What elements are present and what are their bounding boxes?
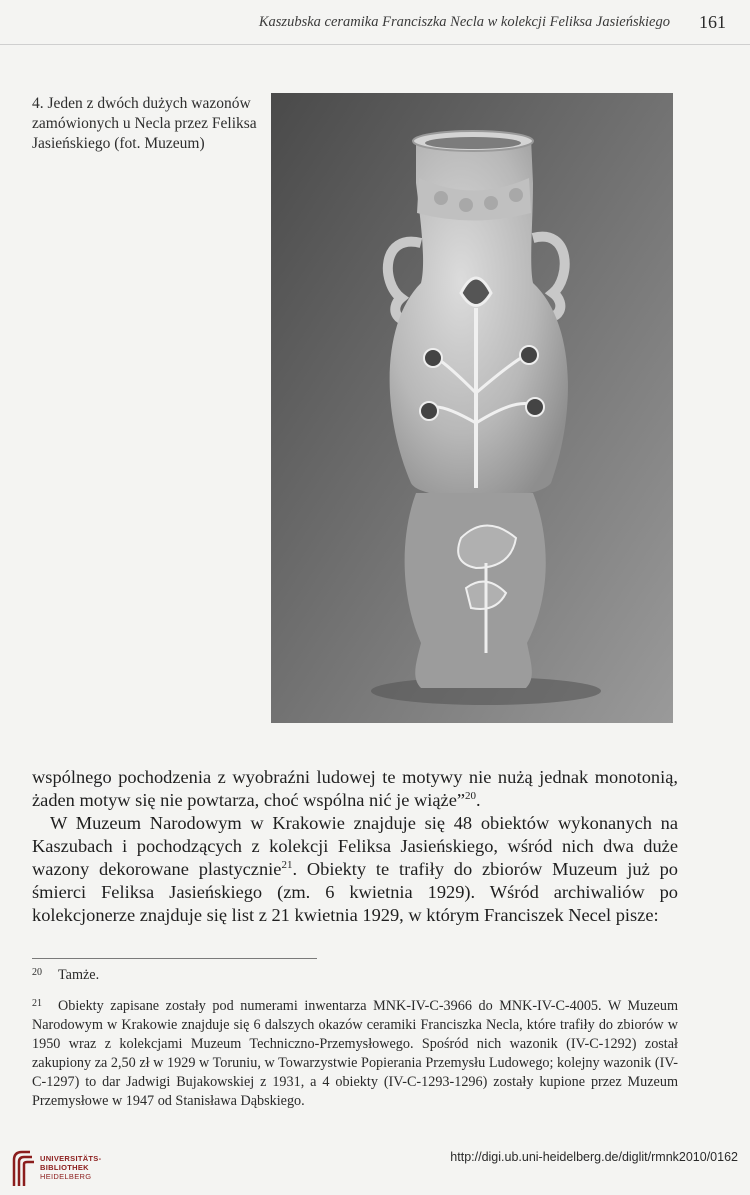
footnotes — [32, 963, 678, 1120]
footnote-21: $^{21}$ Obiekty zapisane zostały pod numerami inwentarza MNK-IV-C-3966 do MNK-IV-C-4005. W Muzeum Narodowym w Krakowie znajduje się 6 dalszych okazów ceramiki Franciszka Necla, które trafiły do zbiorów w 1950 wraz z kolekcjami Muzeum Techniczno-Przemysłowego. Spośród nich wazonik (IV-C-1292) został zakupiony za 2,50 zł w 1929 w Toruniu, w Towarzystwie Popierania Przemysłu Ludowego; kolejny wazonik (IV-C-1297) to dar Jadwigi Bujakowskiej z 1931, a 4 obiekty (IV-C-1293-1296) zostały kupione przez Muzeum Przemysłowe w 1947 od Stanisława Dąbskiego. — [32, 998, 678, 1109]
running-head — [0, 0, 750, 45]
page-number: 161 — [699, 12, 726, 32]
library-logo-icon — [8, 1148, 36, 1188]
paragraph-2: W Muzeum Narodowym w Krakowie znajduje się 48 obiektów wykonanych na Kaszubach i pochodzących z kolekcji Feliksa Jasieńskiego, wśród nich dwa duże wazony dekorowane plastycznie$^{21}$. Obiekty te trafiły do zbiorów Muzeum już po śmierci Feliksa Jasieńskiego (zm. 6 kwietnia 1929). Wśród archiwaliów po kolekcjonerze znajduje się list z 21 kwietnia 1929, w którym Franciszek Necel pisze: — [32, 813, 678, 925]
footnote-divider — [32, 958, 317, 959]
vase-illustration — [271, 93, 673, 723]
footnote-20: $^{20}$ Tamże. — [32, 967, 100, 983]
footnote-ref-20: 20 — [465, 789, 477, 802]
library-logo[interactable] — [6, 1145, 146, 1191]
vase-photograph — [271, 93, 673, 723]
paragraph-1: wspólnego pochodzenia z wyobraźni ludowej te motywy nie nużą jednak monotonią, żaden motyw się nie powtarza, choć wspólna nić je wiąże”$^{20}$. — [32, 767, 678, 810]
body-text — [32, 766, 678, 927]
figure-caption: 4. Jeden z dwóch dużych wazonów zamówionych u Necla przez Feliksa Jasieńskiego (fot. Muzeum) — [32, 95, 257, 152]
footnote-ref-21: 21 — [281, 858, 293, 871]
running-head-title: Kaszubska ceramika Franciszka Necla w kolekcji Feliksa Jasieńskiego — [258, 14, 670, 30]
library-logo-text: UNIVERSITÄTS- BIBLIOTHEK HEIDELBERG — [40, 1154, 102, 1181]
source-url-link[interactable]: http://digi.ub.uni-heidelberg.de/diglit/rmnk2010/0162 — [450, 1150, 738, 1164]
